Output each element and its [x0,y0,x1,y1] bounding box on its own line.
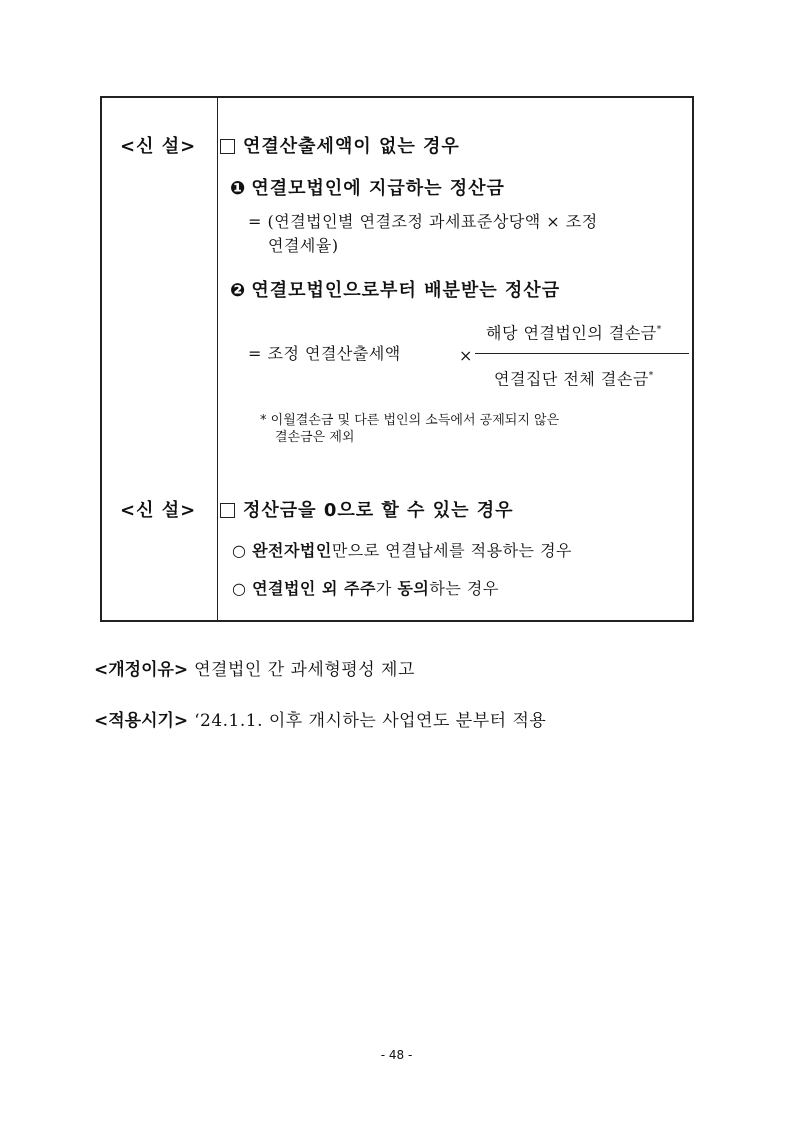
bullet2-bold1: 연결법인 외 주주 [252,579,376,598]
item2-title-row [230,276,686,302]
section2-bullet1 [232,538,686,561]
item1-formula-line2: 연결세율) [268,236,339,255]
checkbox-square-icon [220,139,235,154]
reason-row [94,655,415,680]
denominator-asterisk: * [648,371,654,381]
bullet2-mid: 가 [375,579,398,598]
bullet2-rest: 하는 경우 [429,579,499,598]
reason-tag: <개정이유> [94,660,189,680]
reason-text: 연결법인 간 과세형평성 제고 [194,660,415,680]
effective-tag: <적용시기> [94,711,189,731]
item2-marker: ❷ [230,280,247,301]
item2-denominator [494,364,654,391]
denominator-text: 연결집단 전체 결손금 [494,369,649,389]
section2-heading-row [220,496,686,522]
item1-title-row [230,174,686,200]
item2-numerator [486,318,662,345]
bullet1-rest: 만으로 연결납세를 적용하는 경우 [331,541,572,560]
note-line2: 결손금은 제외 [275,430,355,445]
item2-lhs: = 조정 연결산출세액 [248,344,401,363]
bullet2-marker: ○ [232,579,247,598]
item2-times: × [459,346,473,365]
checkbox-square-icon [220,503,235,518]
bullet2-bold2: 동의 [397,579,430,598]
section1-heading-row [220,132,686,158]
bullet1-bold: 완전자법인 [252,541,332,560]
page-number: - 48 - [380,1048,413,1062]
section2-label: <신 설> [120,500,197,521]
item1-title: 연결모법인에 지급하는 정산금 [251,178,505,199]
item1-marker: ❶ [230,178,247,199]
section2-heading: 정산금을 0으로 할 수 있는 경우 [243,500,514,521]
section1-label: <신 설> [120,136,197,157]
numerator-asterisk: * [656,325,662,335]
numerator-text: 해당 연결법인의 결손금 [486,323,657,343]
section1-heading: 연결산출세액이 없는 경우 [243,136,460,157]
section2-bullet2 [232,576,686,599]
effective-text: ‘24.1.1. 이후 개시하는 사업연도 분부터 적용 [194,711,547,731]
item2-title: 연결모법인으로부터 배분받는 정산금 [251,280,561,301]
column-divider [217,98,218,620]
effective-row [94,706,546,731]
bullet1-marker: ○ [232,541,247,560]
item1-formula-line1: = (연결법인별 연결조정 과세표준상당액 × 조정 [248,212,598,231]
amendment-box [100,96,694,622]
fraction-bar [475,353,689,354]
note-line1: * 이월결손금 및 다른 법인의 소득에서 공제되지 않은 [260,413,560,428]
